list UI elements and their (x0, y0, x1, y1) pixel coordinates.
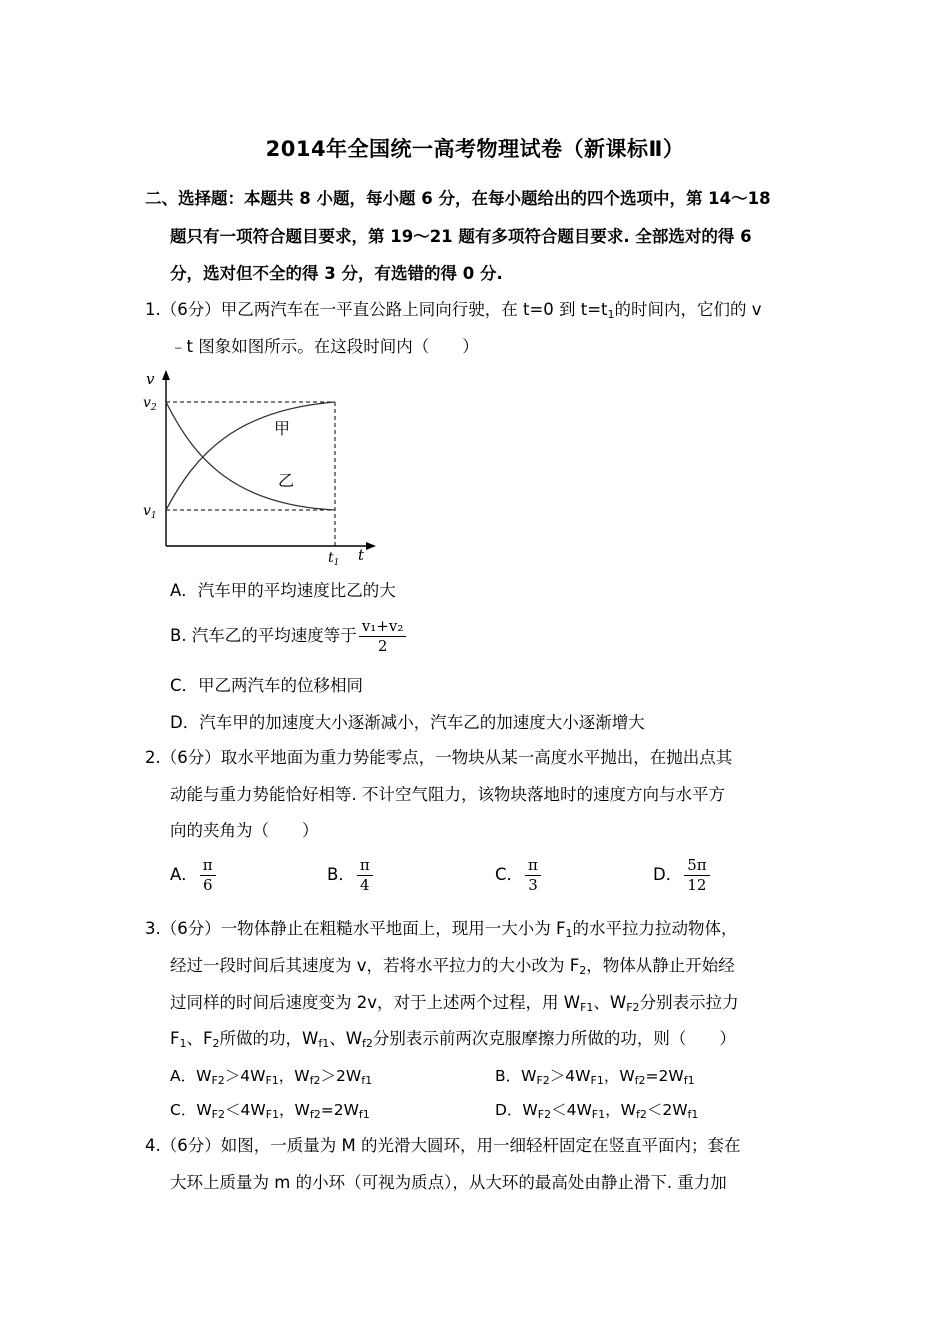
y-axis-label: v (146, 370, 155, 388)
q2-option-c: C． $\frac{\pi}{3}$ (495, 856, 541, 895)
q1-option-d: D．汽车甲的加速度大小逐渐减小，汽车乙的加速度大小逐渐增大 (170, 713, 645, 732)
q2-option-b: B． $\frac{\pi}{4}$ (327, 856, 373, 895)
q1-option-c: C．甲乙两汽车的位移相同 (170, 676, 364, 695)
q3-option-d: D．$W_{F2}<4W_{F1}$，$W_{f2}<2W_{f1}$ (495, 1101, 699, 1121)
curve-yi (166, 402, 335, 510)
q3-stem-line-3: 过同样的时间后速度变为 2v，对于上述两个过程，用 $W_{F1}$、$W_{F2}$分别表示拉力 (170, 993, 739, 1014)
q1-option-b: B. 汽车乙的平均速度等于 $\frac{\text{v₁+v₂}}{2}$ (170, 617, 406, 656)
curve-jia (166, 402, 335, 510)
q4-stem-line-1: 4.（6分）如图，一质量为 M 的光滑大圆环，用一细轻杆固定在竖直平面内；套在 (145, 1136, 741, 1155)
q2-stem-line-1: 2.（6分）取水平地面为重力势能零点，一物块从某一高度水平抛出，在抛出点其 (145, 748, 733, 767)
q1-option-a: A．汽车甲的平均速度比乙的大 (170, 581, 396, 600)
section-instructions-line-2: 题只有一项符合题目要求，第 19～21 题有多项符合题目要求. 全部选对的得 6 (170, 227, 752, 246)
q1-stem-line-2: ﹣t 图象如图所示。在这段时间内（ ） (170, 337, 479, 356)
q2-stem-line-3: 向的夹角为（ ） (170, 821, 319, 840)
x-axis-arrow (366, 542, 376, 550)
q3-option-b: B．$W_{F2}>4W_{F1}$，$W_{f2}=2W_{f1}$ (495, 1067, 695, 1087)
curve-yi-label: 乙 (278, 471, 295, 490)
q2-option-d: D． $\frac{5\pi}{12}$ (653, 856, 710, 895)
q1-stem-line-1: 1.（6分）甲乙两汽车在一平直公路上同向行驶，在 t=0 到 $t=t_1$的时间内，它们的 v (145, 300, 762, 321)
curve-jia-label: 甲 (274, 419, 291, 438)
q4-stem-line-2: 大环上质量为 m 的小环（可视为质点），从大环的最高处由静止滑下. 重力加 (170, 1173, 727, 1192)
section-instructions-line-3: 分，选对但不全的得 3 分，有选错的得 0 分. (170, 264, 503, 283)
q3-option-a: A．$W_{F2}>4W_{F1}$，$W_{f2}>2W_{f1}$ (170, 1067, 373, 1087)
q3-option-c: C．$W_{F2}<4W_{F1}$，$W_{f2}=2W_{f1}$ (170, 1101, 370, 1121)
q2-option-a: A． $\frac{\pi}{6}$ (170, 856, 216, 895)
page-title: 2014年全国统一高考物理试卷（新课标Ⅱ） (265, 137, 685, 161)
v1-label: $v_1$ (143, 503, 157, 521)
section-instructions-line-1: 二、选择题：本题共 8 小题，每小题 6 分，在每小题给出的四个选项中，第 14～18 (145, 189, 771, 208)
x-axis-label: t (358, 546, 365, 564)
q2-stem-line-2: 动能与重力势能恰好相等. 不计空气阻力，该物块落地时的速度方向与水平方 (170, 785, 725, 804)
v2-label: $v_2$ (143, 395, 157, 413)
q3-stem-line-4: $F_1$、$F_2$所做的功，$W_{f1}$、$W_{f2}$分别表示前两次克服摩擦力所做的功，则（ ） (170, 1029, 736, 1050)
t1-label: $t_1$ (328, 550, 340, 568)
q1-option-b-fraction: $\frac{\text{v₁+v₂}}{2}$ (359, 617, 407, 656)
q1-vt-graph (140, 370, 380, 570)
y-axis-arrow (162, 370, 170, 380)
q3-stem-line-2: 经过一段时间后其速度为 v，若将水平拉力的大小改为 $F_2$，物体从静止开始经 (170, 956, 735, 977)
q3-stem-line-1: 3.（6分）一物体静止在粗糙水平地面上，现用一大小为 $F_1$的水平拉力拉动物体， (145, 919, 738, 940)
